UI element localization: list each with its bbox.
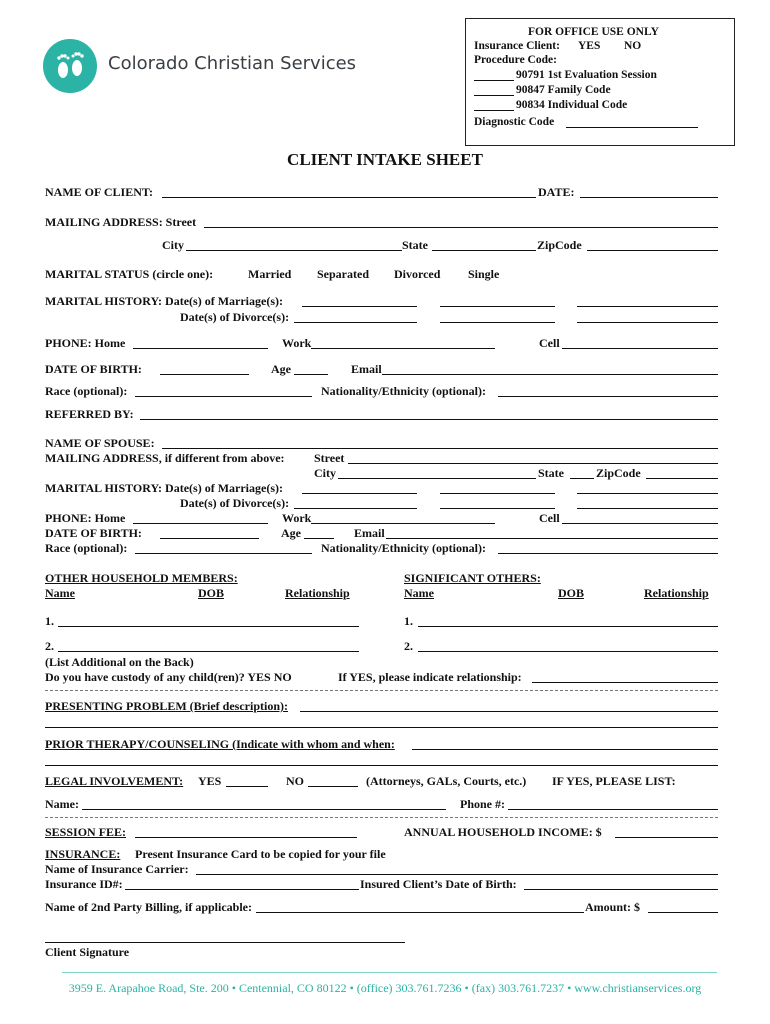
marital-divorced-option[interactable]: Divorced	[394, 267, 441, 281]
amount-field[interactable]	[648, 912, 718, 913]
custody-relationship-field[interactable]	[532, 682, 718, 683]
footprints-icon	[42, 38, 98, 94]
zip-field[interactable]	[587, 250, 718, 251]
phone-cell-label: Cell	[539, 336, 560, 350]
sig-row-2[interactable]	[418, 651, 718, 652]
household-row-2[interactable]	[58, 651, 359, 652]
session-fee-label: SESSION FEE:	[45, 825, 127, 839]
spouse-city-field[interactable]	[338, 478, 536, 479]
brand-logo	[42, 38, 98, 94]
divorce-date-2[interactable]	[440, 322, 555, 323]
marital-separated-option[interactable]: Separated	[317, 267, 369, 281]
phone-work-label: Work	[282, 336, 312, 350]
client-name-label: NAME OF CLIENT:	[45, 185, 153, 199]
code3-blank[interactable]	[474, 110, 514, 111]
household-relationship-col: Relationship	[285, 586, 350, 600]
client-signature-label: Client Signature	[45, 945, 130, 959]
household-name-col: Name	[45, 586, 75, 600]
household-row-2-num: 2.	[45, 639, 54, 653]
email-field[interactable]	[382, 374, 718, 375]
legal-name-label: Name:	[45, 797, 79, 811]
spouse-zip-label: ZipCode	[596, 466, 641, 480]
spouse-marriage-date-2[interactable]	[440, 493, 555, 494]
zip-label: ZipCode	[537, 238, 582, 252]
marital-married-option[interactable]: Married	[248, 267, 292, 281]
spouse-marriage-date-3[interactable]	[577, 493, 718, 494]
code2-blank[interactable]	[474, 95, 514, 96]
age-label: Age	[271, 362, 291, 376]
marriage-date-2[interactable]	[440, 306, 555, 307]
procedure-code-label: Procedure Code:	[474, 54, 557, 66]
office-use-box	[465, 18, 735, 146]
city-field[interactable]	[186, 250, 402, 251]
dob-field[interactable]	[160, 374, 249, 375]
date-field[interactable]	[580, 197, 718, 198]
insurance-id-label: Insurance ID#:	[45, 877, 123, 891]
insured-dob-label: Insured Client’s Date of Birth:	[360, 877, 517, 891]
footer-address: 3959 E. Arapahoe Road, Ste. 200 • Centennial, CO 80122 • (office) 303.761.7236 • (fax) 303.761.7237 • www.christianservices.org	[68, 981, 702, 995]
procedure-code-90847: 90847 Family Code	[516, 84, 611, 96]
phone-work-field[interactable]	[311, 348, 495, 349]
spouse-city-label: City	[314, 466, 336, 480]
divorce-dates-label: Date(s) of Divorce(s):	[180, 310, 290, 324]
phone-home-label: PHONE: Home	[45, 336, 126, 350]
presenting-problem-line-2[interactable]	[45, 727, 718, 728]
legal-name-field[interactable]	[82, 809, 446, 810]
sig-name-col: Name	[404, 586, 434, 600]
legal-list-label: IF YES, PLEASE LIST:	[552, 774, 676, 788]
spouse-work-label: Work	[282, 511, 312, 525]
spouse-state-field[interactable]	[570, 478, 594, 479]
email-label: Email	[351, 362, 382, 376]
client-name-field[interactable]	[162, 197, 536, 198]
spouse-race-field[interactable]	[135, 553, 312, 554]
spouse-age-field[interactable]	[304, 538, 334, 539]
mailing-address-label: MAILING ADDRESS: Street	[45, 215, 197, 229]
section-divider-2	[45, 817, 718, 818]
legal-no-field[interactable]	[308, 786, 358, 787]
spouse-dob-label: DATE OF BIRTH:	[45, 526, 142, 540]
significant-others-title: SIGNIFICANT OTHERS:	[404, 571, 541, 585]
dob-label: DATE OF BIRTH:	[45, 362, 142, 376]
marital-single-option[interactable]: Single	[468, 267, 500, 281]
insurance-carrier-label: Name of Insurance Carrier:	[45, 862, 189, 876]
spouse-divorce-date-1[interactable]	[294, 508, 417, 509]
state-field[interactable]	[432, 250, 536, 251]
legal-phone-label: Phone #:	[460, 797, 505, 811]
office-title: FOR OFFICE USE ONLY	[528, 26, 659, 38]
prior-therapy-field[interactable]	[412, 749, 718, 750]
custody-relationship-label: If YES, please indicate relationship:	[338, 670, 522, 684]
phone-home-field[interactable]	[133, 348, 268, 349]
spouse-marital-history-label: MARITAL HISTORY: Date(s) of Marriage(s):	[45, 481, 283, 495]
insured-dob-field[interactable]	[524, 889, 718, 890]
marriage-date-3[interactable]	[577, 306, 718, 307]
phone-cell-field[interactable]	[562, 348, 718, 349]
procedure-code-90834: 90834 Individual Code	[516, 99, 628, 111]
city-label: City	[162, 238, 184, 252]
spouse-age-label: Age	[281, 526, 301, 540]
referred-by-field[interactable]	[140, 419, 718, 420]
spouse-divorce-label: Date(s) of Divorce(s):	[180, 496, 290, 510]
insurance-id-field[interactable]	[125, 889, 359, 890]
spouse-nationality-field[interactable]	[498, 553, 718, 554]
second-party-label: Name of 2nd Party Billing, if applicable:	[45, 900, 252, 914]
legal-note: (Attorneys, GALs, Courts, etc.)	[366, 774, 527, 788]
spouse-cell-field[interactable]	[562, 523, 718, 524]
spouse-state-label: State	[538, 466, 564, 480]
household-dob-col: DOB	[198, 586, 225, 600]
age-field[interactable]	[294, 374, 328, 375]
spouse-name-field[interactable]	[162, 448, 718, 449]
insurance-carrier-field[interactable]	[196, 874, 718, 875]
date-label: DATE:	[538, 185, 575, 199]
section-divider	[45, 690, 718, 691]
spouse-street-field[interactable]	[348, 463, 718, 464]
race-label: Race (optional):	[45, 384, 128, 398]
prior-therapy-label: PRIOR THERAPY/COUNSELING (Indicate with whom and when:	[45, 737, 395, 751]
race-field[interactable]	[135, 396, 312, 397]
legal-yes[interactable]: YES	[198, 774, 222, 788]
marital-history-label: MARITAL HISTORY: Date(s) of Marriage(s):	[45, 294, 283, 308]
spouse-phone-home-label: PHONE: Home	[45, 511, 126, 525]
spouse-email-field[interactable]	[386, 538, 718, 539]
sig-relationship-col: Relationship	[644, 586, 709, 600]
diagnostic-code-label: Diagnostic Code	[474, 116, 555, 128]
procedure-code-90791: 90791 1st Evaluation Session	[516, 69, 657, 81]
spouse-divorce-date-2[interactable]	[440, 508, 555, 509]
marriage-date-1[interactable]	[302, 306, 417, 307]
insurance-no[interactable]: NO	[624, 40, 642, 52]
spouse-nationality-label: Nationality/Ethnicity (optional):	[321, 541, 487, 555]
divorce-date-3[interactable]	[577, 322, 718, 323]
list-additional-note: (List Additional on the Back)	[45, 655, 194, 669]
spouse-cell-label: Cell	[539, 511, 560, 525]
sig-row-1-num: 1.	[404, 614, 413, 628]
marital-status-label: MARITAL STATUS (circle one):	[45, 267, 214, 281]
spouse-street-label: Street	[314, 451, 345, 465]
nationality-label: Nationality/Ethnicity (optional):	[321, 384, 487, 398]
footer-rule	[62, 972, 717, 973]
sig-row-1[interactable]	[418, 626, 718, 627]
amount-label: Amount: $	[585, 900, 641, 914]
custody-question: Do you have custody of any child(ren)? YES NO	[45, 670, 292, 684]
sig-dob-col: DOB	[558, 586, 585, 600]
spouse-work-field[interactable]	[311, 523, 495, 524]
state-label: State	[402, 238, 428, 252]
divorce-date-1[interactable]	[294, 322, 417, 323]
street-field[interactable]	[204, 227, 718, 228]
spouse-mailing-label: MAILING ADDRESS, if different from above:	[45, 451, 285, 465]
spouse-phone-home-field[interactable]	[133, 523, 268, 524]
insurance-client-label: Insurance Client:	[474, 40, 560, 52]
presenting-problem-label: PRESENTING PROBLEM (Brief description):	[45, 699, 288, 713]
legal-no[interactable]: NO	[286, 774, 304, 788]
sig-row-2-num: 2.	[404, 639, 413, 653]
signature-line[interactable]	[45, 942, 405, 943]
spouse-name-label: NAME OF SPOUSE:	[45, 436, 155, 450]
annual-income-label: ANNUAL HOUSEHOLD INCOME: $	[404, 825, 602, 839]
legal-phone-field[interactable]	[508, 809, 718, 810]
second-party-field[interactable]	[256, 912, 584, 913]
insurance-yes[interactable]: YES	[578, 40, 601, 52]
nationality-field[interactable]	[498, 396, 718, 397]
code1-blank[interactable]	[474, 80, 514, 81]
legal-yes-field[interactable]	[226, 786, 268, 787]
spouse-dob-field[interactable]	[160, 538, 259, 539]
spouse-zip-field[interactable]	[646, 478, 718, 479]
insurance-label: INSURANCE:	[45, 847, 121, 861]
spouse-marriage-date-1[interactable]	[302, 493, 417, 494]
page-title: CLIENT INTAKE SHEET	[287, 150, 483, 169]
brand-name: Colorado Christian Services	[108, 53, 357, 74]
legal-involvement-label: LEGAL INVOLVEMENT:	[45, 774, 184, 788]
insurance-note: Present Insurance Card to be copied for your file	[135, 847, 386, 861]
presenting-problem-field[interactable]	[300, 711, 718, 712]
household-row-1[interactable]	[58, 626, 359, 627]
annual-income-field[interactable]	[615, 837, 718, 838]
diagnostic-code-field[interactable]	[566, 127, 698, 128]
prior-therapy-line-2[interactable]	[45, 765, 718, 766]
spouse-divorce-date-3[interactable]	[577, 508, 718, 509]
household-title: OTHER HOUSEHOLD MEMBERS:	[45, 571, 238, 585]
household-row-1-num: 1.	[45, 614, 54, 628]
spouse-email-label: Email	[354, 526, 385, 540]
session-fee-field[interactable]	[135, 837, 357, 838]
referred-by-label: REFERRED BY:	[45, 407, 134, 421]
spouse-race-label: Race (optional):	[45, 541, 128, 555]
